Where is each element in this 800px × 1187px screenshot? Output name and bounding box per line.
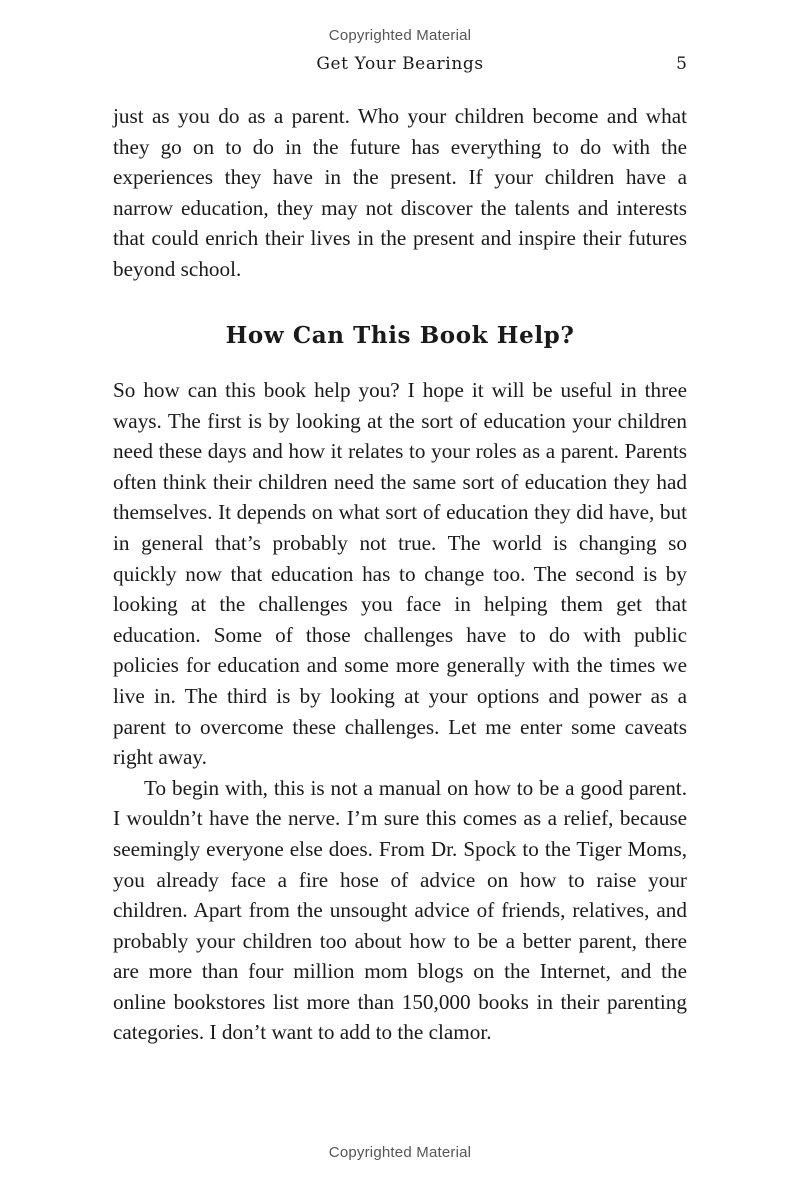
paragraph-continuation: just as you do as a parent. Who your children become and what they go on to do in the future has everything to do with the experiences they have in the present. If your children have a narrow education, they may not discover the talents and interests that could enrich their lives in the present and inspire their futures beyond school. bbox=[113, 104, 687, 281]
section-heading: How Can This Book Help? bbox=[225, 322, 575, 349]
running-title: Get Your Bearings bbox=[316, 54, 484, 74]
copyright-watermark-bottom: Copyrighted Material bbox=[328, 1144, 472, 1161]
paragraph-intro: So how can this book help you? I hope it will be useful in three ways. The first is by looking at the sort of education your children need these days and how it relates to your roles as a parent. Parents often think their children need the same sort of education they had themselves. It depends on what sort of education they did have, but in general that’s probably not true. The world is changing so quickly now that education has to change too. The second is by looking at the challenges you face in helping them get that education. Some of those challenges have to do with public policies for education and some more generally with the times we live in. The third is by looking at your options and power as a parent to overcome these challenges. Let me enter some caveats right away. bbox=[113, 378, 687, 770]
page-number: 5 bbox=[676, 54, 687, 74]
running-header bbox=[113, 54, 687, 78]
copyright-watermark-top: Copyrighted Material bbox=[328, 27, 472, 44]
body-text-top bbox=[113, 101, 687, 285]
paragraph-caveats: To begin with, this is not a manual on how to be a good parent. I wouldn’t have the nerve. I’m sure this comes as a relief, because seemingly everyone else does. From Dr. Spock to the Tiger Moms, you already face a fire hose of advice on how to raise your children. Apart from the unsought advice of friends, relatives, and probably your children too about how to be a better parent, there are more than four million mom blogs on the Internet, and the online bookstores list more than 150,000 books in their parenting categories. I don’t want to add to the clamor. bbox=[113, 775, 687, 1045]
body-text-section bbox=[113, 375, 687, 1048]
